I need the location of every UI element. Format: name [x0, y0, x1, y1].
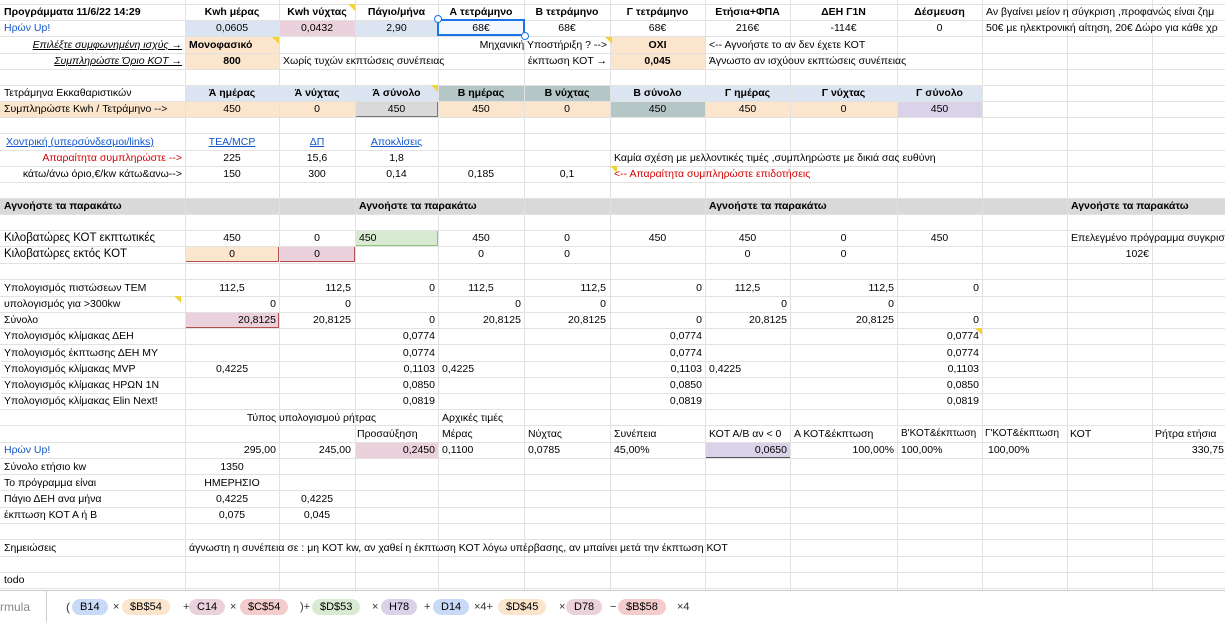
summary-label[interactable]: έκπτωση ΚΟΤ Α ή Β — [4, 509, 98, 521]
formula-operator: × — [372, 601, 379, 613]
kot-discount-value[interactable]: 0,045 — [644, 55, 671, 67]
calc-cell[interactable]: 0,0650 — [754, 444, 787, 456]
calc-head[interactable]: ΚΟΤ Α/Β αν < 0 — [709, 428, 782, 440]
formula-ref-chip[interactable]: C14 — [189, 599, 225, 615]
kot-limit-note[interactable]: Χωρίς τυχών εκπτώσεις συνέπειας — [283, 55, 445, 67]
scale-day-cell[interactable]: 0,4225 — [442, 363, 475, 375]
total-cell[interactable]: 0 — [973, 314, 979, 326]
kot-discount-kwh-label[interactable]: Κιλοβατώρες ΚΟΤ εκπτωτικές — [4, 232, 156, 244]
periods-fill-label[interactable]: Συμπληρώστε Kwh / Τετράμηνο --> — [4, 103, 168, 115]
total-cell[interactable]: 20,8125 — [238, 314, 276, 326]
tem-cell[interactable]: 112,5 — [325, 282, 351, 294]
ap-link[interactable]: ΔΠ — [309, 136, 325, 148]
limit-cell[interactable]: 0,185 — [467, 168, 495, 180]
formula-operator: )+ — [300, 601, 311, 613]
kot-out-cell[interactable]: 0 — [314, 248, 320, 260]
over-cell[interactable]: 0 — [781, 298, 787, 310]
formula-ref-chip[interactable]: $B$58 — [618, 599, 666, 615]
calc-cell[interactable]: 45,00% — [614, 444, 650, 456]
scale-cell[interactable]: 0,0774 — [946, 347, 979, 359]
deviations-link[interactable]: Αποκλίσεις — [370, 136, 423, 148]
maintenance-label[interactable]: Μηχανική Υποστήριξη ? --> — [479, 39, 607, 51]
scale-cell[interactable]: 0,0774 — [402, 330, 435, 342]
calc-cell[interactable]: 100,00% — [901, 444, 943, 456]
kot-outside-label[interactable]: Κιλοβατώρες εκτός ΚΟΤ — [4, 248, 128, 260]
wholesale-link[interactable]: Χοντρική (υπερσύνδεσμοι/links) — [6, 136, 154, 148]
col-header-annual[interactable]: Ετήσια+ΦΠΑ — [715, 6, 780, 18]
maintenance-note[interactable]: <-- Αγνοήστε το αν δεν έχετε ΚΟΤ — [709, 39, 866, 51]
formula-operator: × — [559, 601, 566, 613]
kot-disc-cell[interactable]: 0 — [314, 232, 320, 244]
total-cell[interactable]: 20,8125 — [749, 314, 787, 326]
formula-bar[interactable] — [0, 590, 1225, 622]
over-cell[interactable]: 0 — [600, 298, 606, 310]
notes-text[interactable]: άγνωστη η συνέπεια σε : μη ΚΟΤ kw, αν χαθεί η έκπτωση ΚΟΤ λόγω υπέρβασης, αν μπαίνει μετά την έκπτωση ΚΟΤ — [189, 542, 728, 554]
scale-cell[interactable]: 0,0850 — [402, 379, 435, 391]
limit-cell[interactable]: 0,1 — [559, 168, 575, 180]
scale-label[interactable]: Υπολογισμός έκπτωσης ΔΕΗ ΜΥ — [4, 347, 158, 359]
selected-plan-label[interactable]: Επελεγμένο πρόγραμμα συγκρισ — [1071, 232, 1225, 244]
plan-name-cell[interactable]: Ηρών Up! — [4, 22, 51, 34]
limit-cell[interactable]: 0,14 — [386, 168, 407, 180]
period-value-cell[interactable]: 450 — [738, 103, 757, 115]
calc-head[interactable]: Ρήτρα ετήσια — [1155, 428, 1217, 440]
comment-indicator[interactable] — [174, 296, 181, 303]
limit-cell[interactable]: 300 — [308, 168, 326, 180]
formula-operator: × — [113, 601, 120, 613]
kot-disc-cell[interactable]: 450 — [472, 232, 490, 244]
subsidies-note[interactable]: <-- Απαραίτητα συμπληρώστε επιδοτήσεις — [614, 168, 811, 180]
summary-value[interactable]: 0,075 — [218, 509, 246, 521]
kot-out-cell[interactable]: 0 — [478, 248, 484, 260]
annual-cell[interactable]: 216€ — [735, 22, 760, 34]
tem-cell[interactable]: 112,5 — [219, 282, 245, 294]
calc-head[interactable]: Α ΚΟΤ&έκπτωση — [794, 428, 874, 440]
calc-cell[interactable]: 0,1100 — [442, 444, 474, 456]
kot-disc-cell[interactable]: 0 — [840, 232, 847, 244]
a-total-header[interactable]: Ά σύνολο — [372, 87, 421, 99]
tem-cell[interactable]: 112,5 — [734, 282, 761, 294]
a-quarter-cell[interactable]: 68€ — [472, 22, 490, 34]
total-cell[interactable]: 0 — [429, 314, 435, 326]
ignore-banner[interactable]: Αγνοήστε τα παρακάτω — [1071, 200, 1189, 212]
formula-operator: + — [424, 601, 431, 613]
tem-cell[interactable]: 112,5 — [580, 282, 606, 294]
scale-cell[interactable]: 0,0819 — [669, 395, 702, 407]
kot-disc-cell[interactable]: 450 — [359, 232, 377, 244]
formula-ref-chip[interactable]: $D$53 — [312, 599, 360, 615]
total-cell[interactable]: 20,8125 — [856, 314, 894, 326]
kwh-day-cell[interactable]: 0,0605 — [215, 22, 249, 34]
col-header-b-quarter[interactable]: Β τετράμηνο — [535, 6, 599, 18]
selected-plan-value[interactable]: 102€ — [1125, 248, 1149, 260]
a-day-header[interactable]: Ά ημέρας — [208, 87, 256, 99]
clause-type-label[interactable]: Τύπος υπολογισμού ρήτρας — [246, 412, 377, 424]
tea-mcp-link[interactable]: ΤΕΑ/MCP — [208, 136, 256, 148]
col-header-commitment[interactable]: Δέσμευση — [914, 6, 965, 18]
scale-label[interactable]: Υπολογισμός κλίμακας ΔΕΗ — [4, 330, 134, 342]
c-night-header[interactable]: Γ νύχτας — [821, 87, 866, 99]
notes-label[interactable]: Σημειώσεις — [4, 542, 57, 554]
period-value-cell[interactable]: 450 — [223, 103, 241, 115]
summary-label[interactable]: Πάγιο ΔΕΗ ανα μήνα — [4, 493, 102, 505]
b-quarter-cell[interactable]: 68€ — [558, 22, 576, 34]
calc-cell[interactable]: 245,00 — [318, 444, 351, 456]
required-note[interactable]: Καμία σχέση με μελλοντικές τιμές ,συμπληρώστε με δικιά σας ευθύνη — [614, 152, 936, 164]
formula-ref-chip[interactable]: $D$45 — [498, 599, 546, 615]
scale-label[interactable]: Υπολογισμός κλίμακας ΗΡΩΝ 1Ν — [4, 379, 160, 391]
calc-cell[interactable]: 330,75 — [1191, 444, 1224, 456]
period-value-cell[interactable]: 450 — [648, 103, 667, 115]
kot-discount-note[interactable]: Άγνωστο αν ισχύουν εκπτώσεις συνέπειας — [709, 55, 907, 67]
calc-head[interactable]: Συνέπεια — [614, 428, 657, 440]
col-header-fixed[interactable]: Πάγιο/μήνα — [367, 6, 426, 18]
required-cell[interactable]: 15,6 — [306, 152, 328, 164]
limits-label[interactable]: κάτω/άνω όριο,€/kw κάτω&ανω--> — [22, 168, 182, 180]
note-cell[interactable]: Αν βγαίνει μείον η σύγκριση ,προφανώς είναι ζημ — [986, 6, 1215, 18]
scale-cell[interactable]: 0,0774 — [669, 330, 702, 342]
calc-cell[interactable]: 100,00% — [852, 444, 894, 456]
kot-disc-cell[interactable]: 450 — [648, 232, 667, 244]
over-300-label[interactable]: υπολογισμός για >300kw — [4, 298, 121, 310]
calc-cell[interactable]: 0,0785 — [528, 444, 561, 456]
scale-cell[interactable]: 0,1103 — [670, 363, 702, 375]
kot-out-cell[interactable]: 0 — [840, 248, 847, 260]
formula-ref-chip[interactable]: B14 — [72, 599, 108, 615]
calc-plan-name[interactable]: Ηρών Up! — [4, 444, 51, 456]
summary-label[interactable]: Σύνολο ετήσιο kw — [4, 461, 87, 473]
ignore-banner[interactable]: Αγνοήστε τα παρακάτω — [709, 200, 827, 212]
tem-cell[interactable]: 0 — [429, 282, 435, 294]
kot-limit-label[interactable]: Συμπληρώστε Όριο ΚΟΤ → — [54, 55, 182, 67]
commitment-cell[interactable]: 0 — [936, 22, 943, 34]
total-cell[interactable]: 20,8125 — [483, 314, 521, 326]
power-select-value[interactable]: Μονοφασικό — [189, 39, 253, 51]
kot-out-cell[interactable]: 0 — [564, 248, 570, 260]
summary-value[interactable]: ΗΜΕΡΗΣΙΟ — [204, 477, 260, 489]
calc-head[interactable]: Γ'ΚΟΤ&έκπτωση — [985, 428, 1060, 439]
formula-operator: ×4+ — [474, 601, 493, 613]
fixed-cell[interactable]: 2,90 — [386, 22, 407, 34]
calc-head[interactable]: Μέρας — [442, 428, 473, 440]
period-value-cell[interactable]: 0 — [840, 103, 847, 115]
formula-ref-chip[interactable]: $B$54 — [122, 599, 170, 615]
kot-disc-cell[interactable]: 450 — [223, 232, 241, 244]
header-title[interactable]: Προγράμματα 11/6/22 14:29 — [4, 6, 141, 18]
total-cell[interactable]: 20,8125 — [313, 314, 351, 326]
periods-label[interactable]: Τετράμηνα Εκκαθαριστικών — [4, 87, 132, 99]
c-quarter-cell[interactable]: 68€ — [648, 22, 667, 34]
required-cell[interactable]: 225 — [223, 152, 241, 164]
tem-cell[interactable]: 112,5 — [468, 282, 494, 294]
formula-ref-chip[interactable]: D78 — [566, 599, 602, 615]
kot-out-cell[interactable]: 0 — [229, 248, 235, 260]
scale-label[interactable]: Υπολογισμός κλίμακας MVP — [4, 363, 136, 375]
formula-ref-chip[interactable]: H78 — [381, 599, 417, 615]
note-cell[interactable]: 50€ με ηλεκτρονική αίτηση, 20€ Δώρο για κάθε χρ — [986, 22, 1218, 34]
over-cell[interactable]: 0 — [345, 298, 351, 310]
b-night-header[interactable]: Β νύχτας — [544, 87, 590, 99]
ignore-banner[interactable]: Αγνοήστε τα παρακάτω — [359, 200, 477, 212]
dei-cell[interactable]: -114€ — [830, 22, 857, 34]
kwh-night-cell[interactable]: 0,0432 — [300, 22, 334, 34]
period-value-cell[interactable]: 0 — [314, 103, 320, 115]
power-select-label[interactable]: Επιλέξτε συμφωνημένη ισχύς → — [32, 39, 182, 51]
required-label[interactable]: Απαραίτητα συμπληρώστε --> — [42, 152, 182, 164]
tem-cell[interactable]: 0 — [973, 282, 979, 294]
summary-value[interactable]: 0,045 — [303, 509, 331, 521]
tem-label[interactable]: Υπολογισμός πιστώσεων ΤΕΜ — [4, 282, 147, 294]
col-header-kwh-day[interactable]: Kwh μέρας — [204, 6, 260, 18]
summary-value[interactable]: 0,4225 — [215, 493, 249, 505]
over-cell[interactable]: 0 — [515, 298, 521, 310]
formula-operator: ×4 — [677, 601, 690, 613]
kot-out-cell[interactable]: 0 — [744, 248, 751, 260]
summary-value[interactable]: 1350 — [220, 461, 244, 473]
calc-head[interactable]: Προσαύξηση — [357, 428, 418, 440]
formula-ref-chip[interactable]: $C$54 — [240, 599, 288, 615]
over-cell[interactable]: 0 — [888, 298, 894, 310]
period-value-cell[interactable]: 450 — [930, 103, 949, 115]
over-cell[interactable]: 0 — [270, 298, 276, 310]
scale-cell[interactable]: 0,0774 — [669, 347, 702, 359]
summary-value[interactable]: 0,4225 — [300, 493, 334, 505]
initial-values-label[interactable]: Αρχικές τιμές — [442, 412, 504, 424]
maintenance-value[interactable]: ΟΧΙ — [648, 39, 667, 51]
col-header-a-quarter[interactable]: Α τετράμηνο — [449, 6, 513, 18]
scale-cell[interactable]: 0,0774 — [946, 330, 979, 342]
calc-head[interactable]: Β'ΚΟΤ&έκπτωση — [901, 428, 977, 439]
period-value-cell[interactable]: 450 — [472, 103, 490, 115]
kot-disc-cell[interactable]: 0 — [564, 232, 570, 244]
calc-cell[interactable]: 100,00% — [988, 444, 1030, 456]
period-value-cell[interactable]: 0 — [564, 103, 570, 115]
scale-cell[interactable]: 0,0819 — [946, 395, 979, 407]
scale-cell[interactable]: 0,0850 — [946, 379, 979, 391]
total-label[interactable]: Σύνολο — [4, 314, 39, 326]
total-cell[interactable]: 20,8125 — [568, 314, 606, 326]
calc-cell[interactable]: 0,2450 — [402, 444, 435, 456]
required-cell[interactable]: 1,8 — [389, 152, 404, 164]
calc-head[interactable]: Νύχτας — [528, 428, 562, 440]
calc-head[interactable]: ΚΟΤ — [1070, 428, 1092, 440]
col-header-dei[interactable]: ΔΕΗ Γ1Ν — [821, 6, 866, 18]
scale-cell[interactable]: 0,1103 — [947, 363, 979, 375]
formula-operator: + — [183, 601, 190, 613]
formula-ref-chip[interactable]: D14 — [433, 599, 469, 615]
limit-cell[interactable]: 150 — [223, 168, 241, 180]
c-total-header[interactable]: Γ σύνολο — [916, 87, 963, 99]
scale-cell[interactable]: 0,0774 — [402, 347, 435, 359]
scale-cell[interactable]: 0,0850 — [669, 379, 702, 391]
scale-day-cell[interactable]: 0,4225 — [215, 363, 249, 375]
kot-limit-value[interactable]: 800 — [223, 55, 241, 67]
col-header-c-quarter[interactable]: Γ τετράμηνο — [626, 6, 689, 18]
formula-operator: × — [230, 601, 237, 613]
kot-disc-cell[interactable]: 450 — [930, 232, 949, 244]
summary-label[interactable]: Το πρόγραμμα είναι — [4, 477, 97, 489]
formula-label: rmula — [0, 600, 31, 614]
calc-cell[interactable]: 295,00 — [243, 444, 276, 456]
scale-day-cell[interactable]: 0,4225 — [709, 363, 742, 375]
comment-indicator[interactable] — [272, 37, 279, 44]
tem-cell[interactable]: 0 — [696, 282, 702, 294]
ignore-banner[interactable]: Αγνοήστε τα παρακάτω — [4, 200, 122, 212]
formula-operator: − — [610, 601, 617, 613]
a-night-header[interactable]: Ά νύχτας — [294, 87, 340, 99]
total-cell[interactable]: 0 — [696, 314, 702, 326]
period-value-cell[interactable]: 450 — [387, 103, 406, 115]
c-day-header[interactable]: Γ ημέρας — [724, 87, 771, 99]
scale-label[interactable]: Υπολογισμός κλίμακας Elin Next! — [4, 395, 158, 407]
todo-cell[interactable]: todo — [4, 574, 25, 586]
kot-discount-label[interactable]: έκπτωση ΚΟΤ → — [527, 55, 607, 67]
col-header-kwh-night[interactable]: Kwh νύχτας — [287, 6, 347, 18]
tem-cell[interactable]: 112,5 — [868, 282, 894, 294]
scale-cell[interactable]: 0,0819 — [402, 395, 435, 407]
formula-open-paren: ( — [66, 600, 70, 614]
b-day-header[interactable]: Β ημέρας — [457, 87, 505, 99]
scale-cell[interactable]: 0,1103 — [403, 363, 435, 375]
kot-disc-cell[interactable]: 450 — [738, 232, 757, 244]
b-total-header[interactable]: Β σύνολο — [633, 87, 682, 99]
